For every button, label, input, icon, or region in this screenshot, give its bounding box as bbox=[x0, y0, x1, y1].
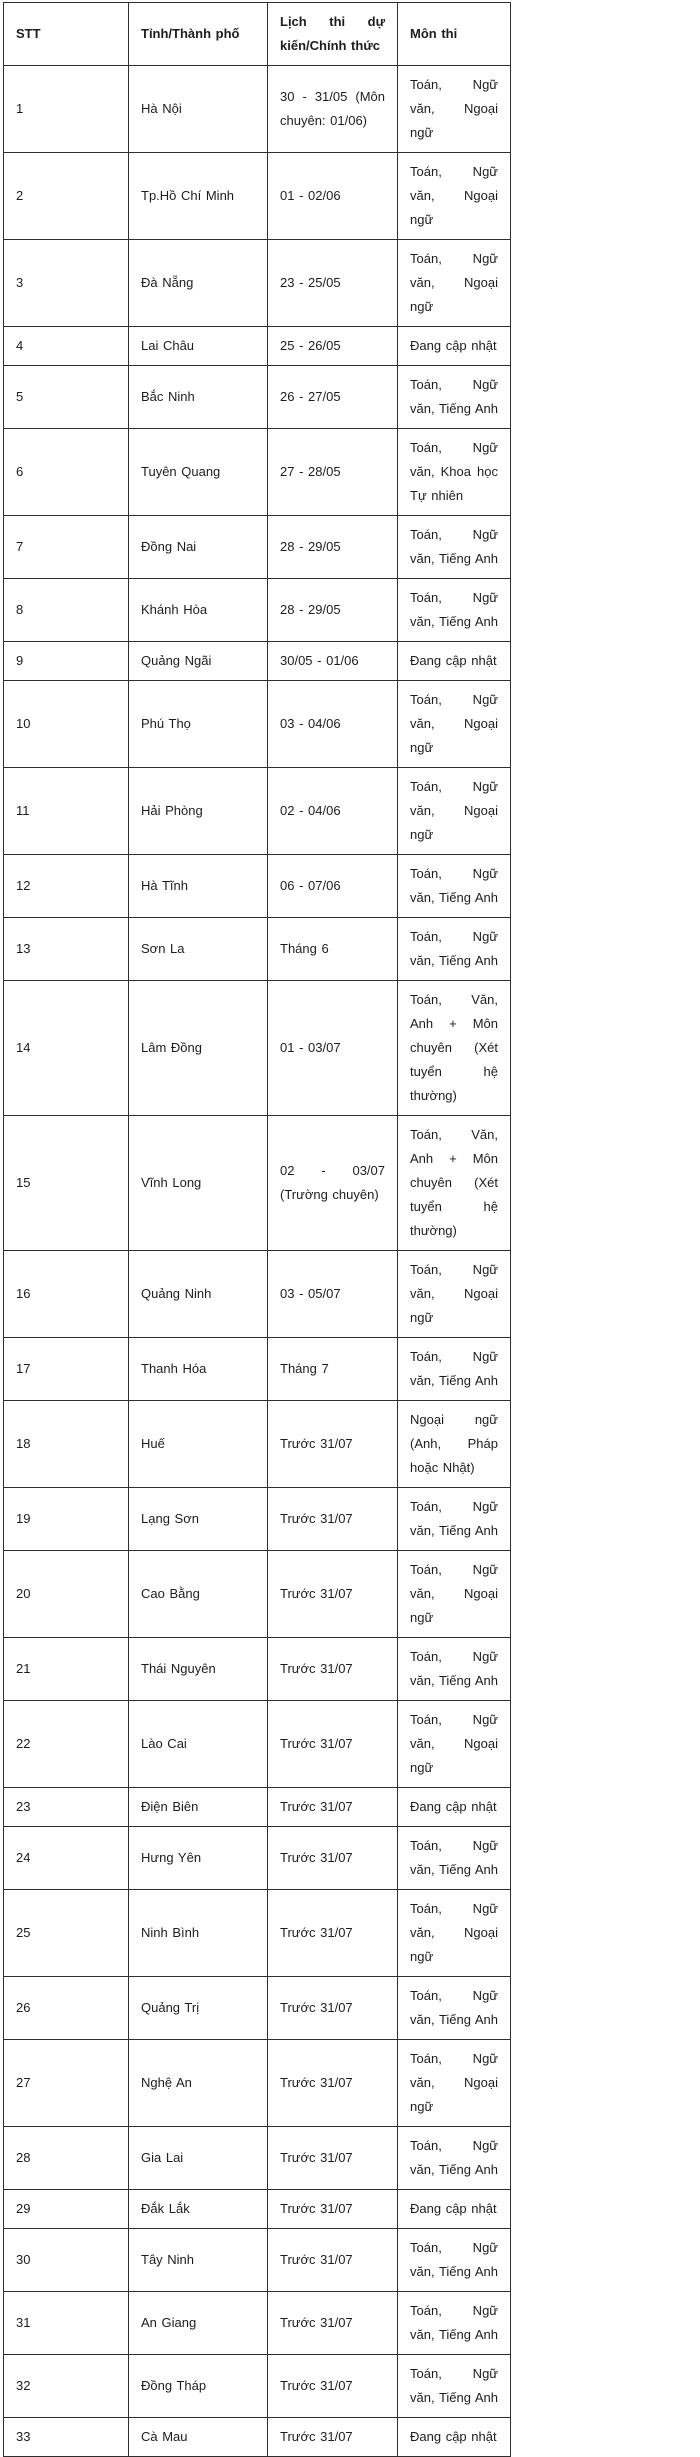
cell-stt: 23 bbox=[4, 1788, 129, 1827]
cell-schedule: Trước 31/07 bbox=[268, 1401, 398, 1488]
cell-province: Tuyên Quang bbox=[129, 429, 268, 516]
cell-subjects: Toán, Ngữ văn, Ngoại ngữ bbox=[398, 1701, 511, 1788]
cell-province: Quảng Trị bbox=[129, 1977, 268, 2040]
cell-subjects: Đang cập nhật bbox=[398, 642, 511, 681]
cell-stt: 9 bbox=[4, 642, 129, 681]
table-row bbox=[4, 429, 511, 516]
cell-subjects: Toán, Ngữ văn, Ngoại ngữ bbox=[398, 1251, 511, 1338]
cell-province: Hải Phòng bbox=[129, 768, 268, 855]
table-row bbox=[4, 2292, 511, 2355]
table-row bbox=[4, 516, 511, 579]
cell-province: Đồng Tháp bbox=[129, 2355, 268, 2418]
cell-province: Tây Ninh bbox=[129, 2229, 268, 2292]
cell-province: Gia Lai bbox=[129, 2127, 268, 2190]
cell-schedule: Trước 31/07 bbox=[268, 2355, 398, 2418]
cell-province: Khánh Hòa bbox=[129, 579, 268, 642]
cell-subjects: Toán, Ngữ văn, Tiếng Anh bbox=[398, 2355, 511, 2418]
cell-stt: 26 bbox=[4, 1977, 129, 2040]
cell-stt: 29 bbox=[4, 2190, 129, 2229]
cell-stt: 22 bbox=[4, 1701, 129, 1788]
cell-schedule: 03 - 05/07 bbox=[268, 1251, 398, 1338]
cell-province: Quảng Ninh bbox=[129, 1251, 268, 1338]
cell-stt: 28 bbox=[4, 2127, 129, 2190]
table-row bbox=[4, 2190, 511, 2229]
table-row bbox=[4, 855, 511, 918]
table-row bbox=[4, 681, 511, 768]
cell-subjects: Toán, Ngữ văn, Ngoại ngữ bbox=[398, 153, 511, 240]
cell-schedule: Trước 31/07 bbox=[268, 1788, 398, 1827]
cell-subjects: Toán, Ngữ văn, Tiếng Anh bbox=[398, 855, 511, 918]
table-row bbox=[4, 2355, 511, 2418]
cell-province: Sơn La bbox=[129, 918, 268, 981]
cell-province: Đắk Lắk bbox=[129, 2190, 268, 2229]
cell-schedule: Trước 31/07 bbox=[268, 1551, 398, 1638]
cell-subjects: Toán, Ngữ văn, Tiếng Anh bbox=[398, 2292, 511, 2355]
cell-schedule: Tháng 6 bbox=[268, 918, 398, 981]
column-header-subjects: Môn thi bbox=[398, 3, 511, 66]
cell-stt: 32 bbox=[4, 2355, 129, 2418]
cell-stt: 19 bbox=[4, 1488, 129, 1551]
cell-schedule: 01 - 03/07 bbox=[268, 981, 398, 1116]
cell-province: Hưng Yên bbox=[129, 1827, 268, 1890]
cell-subjects: Ngoại ngữ (Anh, Pháp hoặc Nhật) bbox=[398, 1401, 511, 1488]
cell-stt: 6 bbox=[4, 429, 129, 516]
cell-subjects: Toán, Ngữ văn, Khoa học Tự nhiên bbox=[398, 429, 511, 516]
cell-schedule: Trước 31/07 bbox=[268, 1638, 398, 1701]
cell-province: An Giang bbox=[129, 2292, 268, 2355]
cell-subjects: Toán, Ngữ văn, Ngoại ngữ bbox=[398, 240, 511, 327]
cell-schedule: 26 - 27/05 bbox=[268, 366, 398, 429]
cell-stt: 15 bbox=[4, 1116, 129, 1251]
cell-stt: 33 bbox=[4, 2418, 129, 2457]
cell-schedule: 25 - 26/05 bbox=[268, 327, 398, 366]
cell-province: Lạng Sơn bbox=[129, 1488, 268, 1551]
cell-subjects: Toán, Ngữ văn, Tiếng Anh bbox=[398, 516, 511, 579]
cell-stt: 10 bbox=[4, 681, 129, 768]
cell-province: Thanh Hóa bbox=[129, 1338, 268, 1401]
cell-province: Hà Nội bbox=[129, 66, 268, 153]
cell-schedule: Trước 31/07 bbox=[268, 2418, 398, 2457]
cell-stt: 12 bbox=[4, 855, 129, 918]
column-header-schedule: Lịch thi dự kiến/Chính thức bbox=[268, 3, 398, 66]
cell-schedule: Trước 31/07 bbox=[268, 2229, 398, 2292]
table-row bbox=[4, 2229, 511, 2292]
cell-province: Lâm Đồng bbox=[129, 981, 268, 1116]
table-row bbox=[4, 1827, 511, 1890]
cell-schedule: 02 - 04/06 bbox=[268, 768, 398, 855]
cell-stt: 25 bbox=[4, 1890, 129, 1977]
cell-stt: 30 bbox=[4, 2229, 129, 2292]
table-row bbox=[4, 1551, 511, 1638]
cell-province: Đồng Nai bbox=[129, 516, 268, 579]
cell-subjects: Toán, Ngữ văn, Tiếng Anh bbox=[398, 366, 511, 429]
table-row bbox=[4, 1401, 511, 1488]
cell-subjects: Toán, Ngữ văn, Tiếng Anh bbox=[398, 1488, 511, 1551]
cell-stt: 8 bbox=[4, 579, 129, 642]
cell-schedule: 30/05 - 01/06 bbox=[268, 642, 398, 681]
cell-province: Bắc Ninh bbox=[129, 366, 268, 429]
table-row bbox=[4, 918, 511, 981]
exam-schedule-table bbox=[3, 2, 511, 2457]
cell-province: Nghệ An bbox=[129, 2040, 268, 2127]
cell-province: Lai Châu bbox=[129, 327, 268, 366]
cell-province: Vĩnh Long bbox=[129, 1116, 268, 1251]
cell-subjects: Toán, Ngữ văn, Tiếng Anh bbox=[398, 579, 511, 642]
cell-province: Lào Cai bbox=[129, 1701, 268, 1788]
cell-subjects: Đang cập nhật bbox=[398, 2190, 511, 2229]
cell-subjects: Toán, Ngữ văn, Ngoại ngữ bbox=[398, 768, 511, 855]
table-row bbox=[4, 2127, 511, 2190]
cell-stt: 17 bbox=[4, 1338, 129, 1401]
cell-stt: 13 bbox=[4, 918, 129, 981]
cell-province: Điện Biên bbox=[129, 1788, 268, 1827]
cell-province: Tp.Hồ Chí Minh bbox=[129, 153, 268, 240]
cell-stt: 4 bbox=[4, 327, 129, 366]
cell-schedule: Trước 31/07 bbox=[268, 2292, 398, 2355]
cell-schedule: 23 - 25/05 bbox=[268, 240, 398, 327]
cell-stt: 3 bbox=[4, 240, 129, 327]
cell-schedule: Trước 31/07 bbox=[268, 1827, 398, 1890]
cell-subjects: Toán, Ngữ văn, Ngoại ngữ bbox=[398, 2040, 511, 2127]
cell-schedule: 28 - 29/05 bbox=[268, 579, 398, 642]
cell-subjects: Toán, Ngữ văn, Tiếng Anh bbox=[398, 1827, 511, 1890]
cell-stt: 27 bbox=[4, 2040, 129, 2127]
table-row bbox=[4, 579, 511, 642]
cell-schedule: 27 - 28/05 bbox=[268, 429, 398, 516]
table-row bbox=[4, 1338, 511, 1401]
cell-stt: 20 bbox=[4, 1551, 129, 1638]
cell-subjects: Toán, Ngữ văn, Tiếng Anh bbox=[398, 2127, 511, 2190]
table-row bbox=[4, 1701, 511, 1788]
page bbox=[0, 2, 700, 2457]
cell-subjects: Toán, Ngữ văn, Tiếng Anh bbox=[398, 918, 511, 981]
cell-province: Huế bbox=[129, 1401, 268, 1488]
cell-province: Hà Tĩnh bbox=[129, 855, 268, 918]
cell-subjects: Đang cập nhật bbox=[398, 1788, 511, 1827]
cell-schedule: Trước 31/07 bbox=[268, 2040, 398, 2127]
table-row bbox=[4, 366, 511, 429]
cell-schedule: Trước 31/07 bbox=[268, 1701, 398, 1788]
cell-schedule: 03 - 04/06 bbox=[268, 681, 398, 768]
table-row bbox=[4, 240, 511, 327]
cell-schedule: 06 - 07/06 bbox=[268, 855, 398, 918]
cell-subjects: Toán, Ngữ văn, Tiếng Anh bbox=[398, 1638, 511, 1701]
cell-subjects: Toán, Ngữ văn, Tiếng Anh bbox=[398, 1338, 511, 1401]
cell-province: Ninh Bình bbox=[129, 1890, 268, 1977]
table-row bbox=[4, 1788, 511, 1827]
table-row bbox=[4, 642, 511, 681]
cell-subjects: Toán, Ngữ văn, Tiếng Anh bbox=[398, 1977, 511, 2040]
cell-province: Phú Thọ bbox=[129, 681, 268, 768]
cell-subjects: Toán, Ngữ văn, Ngoại ngữ bbox=[398, 681, 511, 768]
cell-stt: 11 bbox=[4, 768, 129, 855]
table-row bbox=[4, 1890, 511, 1977]
cell-stt: 14 bbox=[4, 981, 129, 1116]
cell-stt: 5 bbox=[4, 366, 129, 429]
cell-stt: 31 bbox=[4, 2292, 129, 2355]
cell-stt: 21 bbox=[4, 1638, 129, 1701]
cell-province: Quảng Ngãi bbox=[129, 642, 268, 681]
table-row bbox=[4, 66, 511, 153]
cell-stt: 7 bbox=[4, 516, 129, 579]
cell-schedule: 30 - 31/05 (Môn chuyên: 01/06) bbox=[268, 66, 398, 153]
cell-schedule: 28 - 29/05 bbox=[268, 516, 398, 579]
header-row bbox=[4, 3, 511, 66]
cell-subjects: Toán, Ngữ văn, Ngoại ngữ bbox=[398, 66, 511, 153]
table-row bbox=[4, 2418, 511, 2457]
cell-subjects: Đang cập nhật bbox=[398, 327, 511, 366]
table-row bbox=[4, 1251, 511, 1338]
column-header-province: Tỉnh/Thành phố bbox=[129, 3, 268, 66]
cell-schedule: Trước 31/07 bbox=[268, 1890, 398, 1977]
table-row bbox=[4, 1977, 511, 2040]
cell-stt: 24 bbox=[4, 1827, 129, 1890]
cell-subjects: Toán, Ngữ văn, Ngoại ngữ bbox=[398, 1890, 511, 1977]
table-row bbox=[4, 1638, 511, 1701]
table-row bbox=[4, 1116, 511, 1251]
cell-stt: 16 bbox=[4, 1251, 129, 1338]
column-header-stt: STT bbox=[4, 3, 129, 66]
table-row bbox=[4, 768, 511, 855]
table-row bbox=[4, 981, 511, 1116]
table-row bbox=[4, 2040, 511, 2127]
cell-stt: 2 bbox=[4, 153, 129, 240]
cell-subjects: Toán, Ngữ văn, Tiếng Anh bbox=[398, 2229, 511, 2292]
table-row bbox=[4, 327, 511, 366]
cell-schedule: Tháng 7 bbox=[268, 1338, 398, 1401]
cell-schedule: Trước 31/07 bbox=[268, 1488, 398, 1551]
table-row bbox=[4, 153, 511, 240]
cell-subjects: Toán, Ngữ văn, Ngoại ngữ bbox=[398, 1551, 511, 1638]
cell-schedule: Trước 31/07 bbox=[268, 2190, 398, 2229]
table-row bbox=[4, 1488, 511, 1551]
cell-province: Thái Nguyên bbox=[129, 1638, 268, 1701]
cell-stt: 18 bbox=[4, 1401, 129, 1488]
cell-schedule: 01 - 02/06 bbox=[268, 153, 398, 240]
cell-stt: 1 bbox=[4, 66, 129, 153]
table-body bbox=[4, 66, 511, 2457]
cell-province: Cao Bằng bbox=[129, 1551, 268, 1638]
cell-province: Cà Mau bbox=[129, 2418, 268, 2457]
cell-schedule: Trước 31/07 bbox=[268, 1977, 398, 2040]
cell-province: Đà Nẵng bbox=[129, 240, 268, 327]
cell-schedule: Trước 31/07 bbox=[268, 2127, 398, 2190]
cell-subjects: Toán, Văn, Anh + Môn chuyên (Xét tuyển hệ thường) bbox=[398, 1116, 511, 1251]
cell-subjects: Đang cập nhật bbox=[398, 2418, 511, 2457]
cell-subjects: Toán, Văn, Anh + Môn chuyên (Xét tuyển hệ thường) bbox=[398, 981, 511, 1116]
cell-schedule: 02 - 03/07 (Trường chuyên) bbox=[268, 1116, 398, 1251]
